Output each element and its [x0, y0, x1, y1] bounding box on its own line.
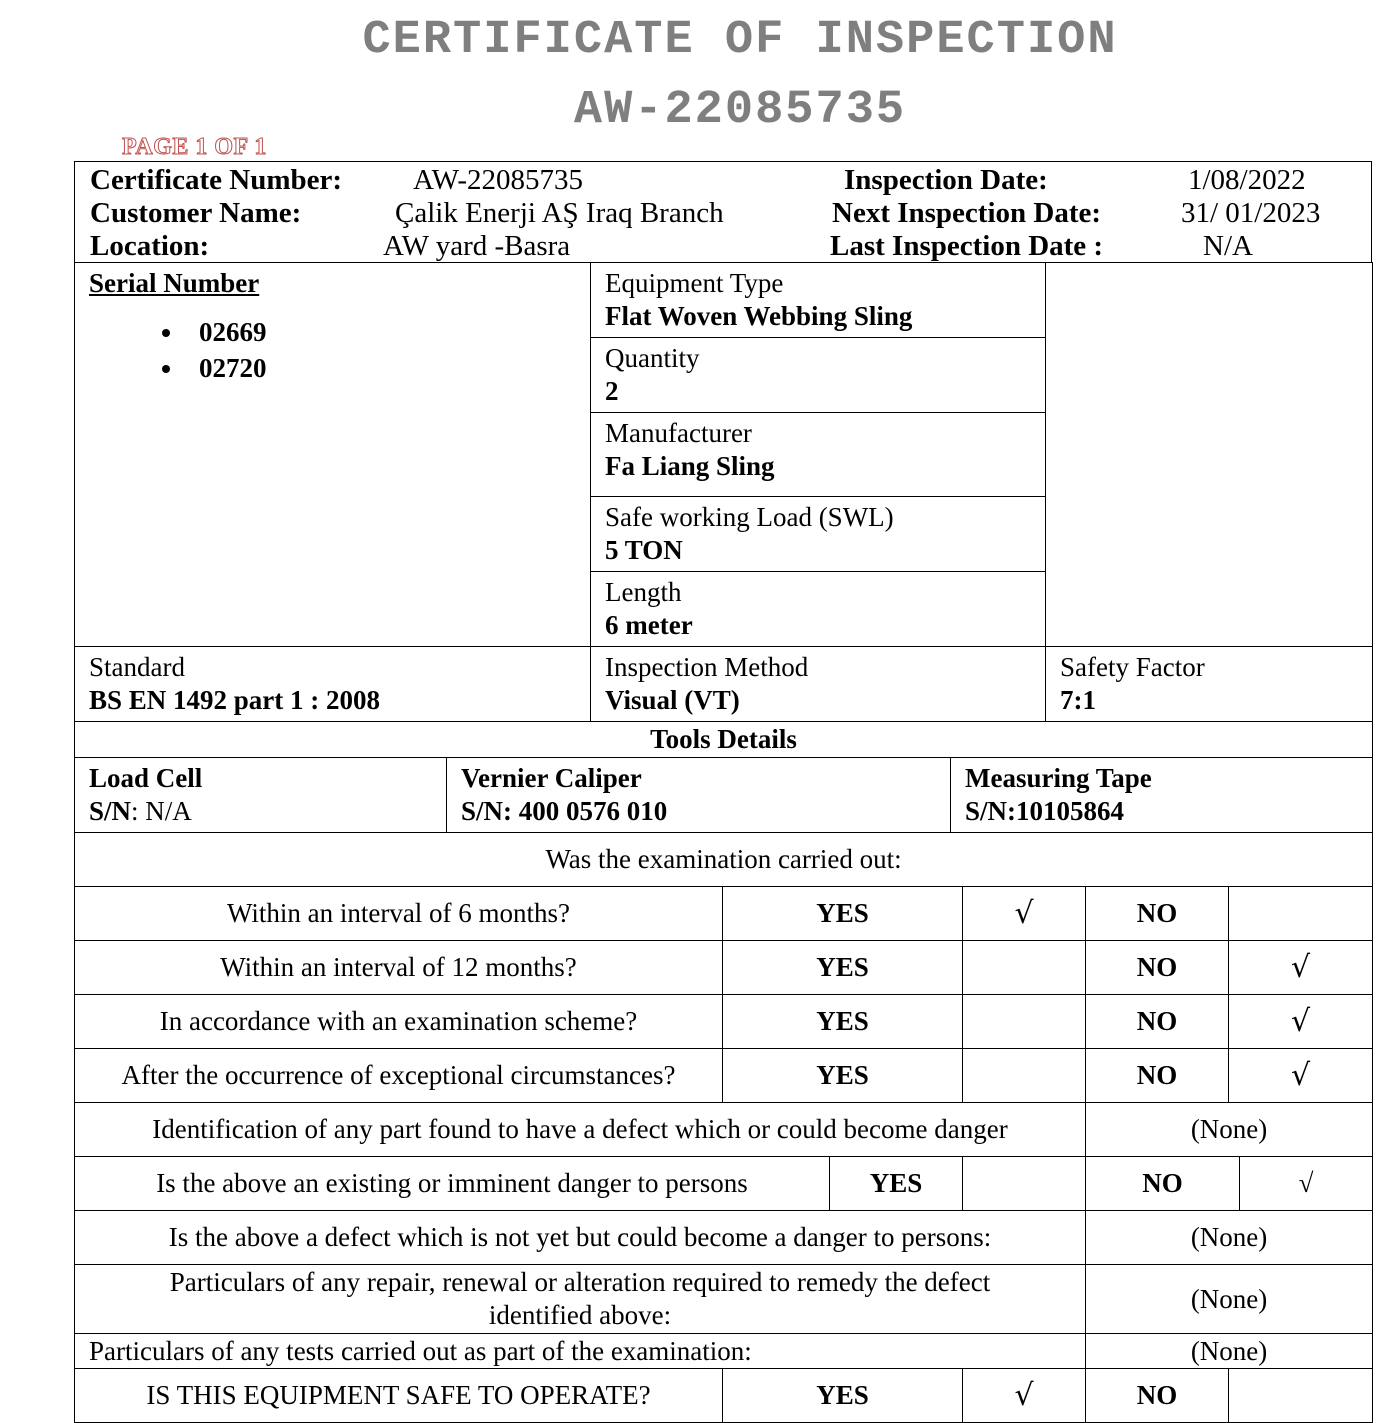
empty-answer-cell — [963, 1157, 1086, 1211]
equipment-table — [74, 262, 1373, 722]
no-label: NO — [1086, 1157, 1240, 1211]
certificate-title: CERTIFICATE OF INSPECTION — [0, 14, 1398, 67]
last-inspection-value: N/A — [1203, 230, 1253, 263]
customer-name-value: Çalik Enerji AŞ Iraq Branch — [395, 197, 724, 230]
blank-cell — [1046, 263, 1373, 647]
serial-number-heading: Serial Number — [89, 267, 576, 300]
swl-cell — [591, 497, 1046, 572]
location-value: AW yard -Basra — [383, 230, 570, 263]
empty-answer-cell — [1229, 1369, 1373, 1423]
no-label: NO — [1086, 941, 1229, 995]
length-cell — [591, 572, 1046, 647]
check-mark-icon: √ — [1229, 941, 1373, 995]
tools-details-heading: Tools Details — [75, 722, 1373, 757]
manufacturer-cell — [591, 413, 1046, 497]
empty-answer-cell — [963, 941, 1086, 995]
length-value: 6 meter — [605, 609, 1031, 642]
measuring-tape-cell — [951, 757, 1373, 832]
quantity-label: Quantity — [605, 342, 1031, 375]
no-label: NO — [1086, 1049, 1229, 1103]
certificate-number-value: AW-22085735 — [413, 164, 583, 197]
load-cell-label: Load Cell — [89, 762, 432, 795]
swl-value: 5 TON — [605, 534, 1031, 567]
inspection-date-label: Inspection Date: — [844, 164, 1048, 197]
inspection-method-label: Inspection Method — [605, 651, 1031, 684]
question-repair-particulars: Particulars of any repair, renewal or alteration required to remedy the defect identified above: — [75, 1265, 1086, 1334]
question-6-months: Within an interval of 6 months? — [75, 887, 723, 941]
serial-list — [89, 314, 576, 386]
measuring-tape-label: Measuring Tape — [965, 762, 1358, 795]
question-examination-scheme: In accordance with an examination scheme? — [75, 995, 723, 1049]
length-label: Length — [605, 576, 1031, 609]
examination-table — [74, 833, 1373, 1423]
next-inspection-value: 31/ 01/2023 — [1181, 197, 1320, 230]
manufacturer-value: Fa Liang Sling — [605, 450, 1031, 483]
vernier-caliper-cell — [447, 757, 951, 832]
standard-value: BS EN 1492 part 1 : 2008 — [89, 684, 576, 717]
yes-label: YES — [723, 1049, 963, 1103]
quantity-value: 2 — [605, 375, 1031, 408]
equipment-type-label: Equipment Type — [605, 267, 1031, 300]
swl-label: Safe working Load (SWL) — [605, 501, 1031, 534]
list-item: • 02669 — [185, 314, 576, 350]
answer-none: (None) — [1086, 1103, 1373, 1157]
measuring-tape-sn: S/N:10105864 — [965, 795, 1358, 828]
question-defect-identification: Identification of any part found to have a defect which or could become danger — [75, 1103, 1086, 1157]
standard-cell — [75, 647, 591, 722]
vernier-caliper-sn: S/N: 400 0576 010 — [461, 795, 936, 828]
yes-label: YES — [723, 941, 963, 995]
no-label: NO — [1086, 1369, 1229, 1423]
inspection-date-value: 1/08/2022 — [1188, 164, 1306, 197]
answer-none: (None) — [1086, 1211, 1373, 1265]
certificate-id-title: AW-22085735 — [0, 84, 1398, 137]
check-mark-icon: √ — [963, 887, 1086, 941]
question-exceptional-circumstances: After the occurrence of exceptional circumstances? — [75, 1049, 723, 1103]
yes-label: YES — [723, 995, 963, 1049]
inspection-method-value: Visual (VT) — [605, 684, 1031, 717]
load-cell-sn-value: : N/A — [131, 796, 192, 826]
check-mark-icon: √ — [1240, 1157, 1373, 1211]
check-mark-icon: √ — [963, 1369, 1086, 1423]
safety-factor-value: 7:1 — [1060, 684, 1358, 717]
examination-heading: Was the examination carried out: — [75, 833, 1373, 887]
location-label: Location: — [90, 230, 209, 263]
customer-name-label: Customer Name: — [90, 197, 301, 230]
empty-answer-cell — [963, 995, 1086, 1049]
next-inspection-label: Next Inspection Date: — [832, 197, 1101, 230]
question-future-danger: Is the above a defect which is not yet but could become a danger to persons: — [75, 1211, 1086, 1265]
no-label: NO — [1086, 995, 1229, 1049]
answer-none: (None) — [1086, 1265, 1373, 1334]
equipment-type-value: Flat Woven Webbing Sling — [605, 300, 1031, 333]
page-indicator: PAGE 1 OF 1 — [122, 134, 267, 161]
standard-label: Standard — [89, 651, 576, 684]
question-safe-to-operate: IS THIS EQUIPMENT SAFE TO OPERATE? — [75, 1369, 723, 1423]
load-cell-sn-label: S/N — [89, 796, 131, 826]
load-cell-cell — [75, 757, 447, 832]
certificate-sheet — [74, 161, 1372, 1423]
serial-number-cell — [75, 263, 591, 647]
inspection-method-cell — [591, 647, 1046, 722]
safety-factor-cell — [1046, 647, 1373, 722]
empty-answer-cell — [963, 1049, 1086, 1103]
answer-none: (None) — [1086, 1334, 1373, 1369]
info-block — [74, 161, 1372, 262]
check-mark-icon: √ — [1229, 1049, 1373, 1103]
no-label: NO — [1086, 887, 1229, 941]
certificate-number-label: Certificate Number: — [90, 164, 342, 197]
last-inspection-label: Last Inspection Date : — [830, 230, 1103, 263]
empty-answer-cell — [1229, 887, 1373, 941]
question-tests-particulars: Particulars of any tests carried out as part of the examination: — [75, 1334, 1086, 1369]
question-12-months: Within an interval of 12 months? — [75, 941, 723, 995]
manufacturer-label: Manufacturer — [605, 417, 1031, 450]
tools-table — [74, 722, 1373, 833]
quantity-cell — [591, 338, 1046, 413]
vernier-caliper-label: Vernier Caliper — [461, 762, 936, 795]
question-imminent-danger: Is the above an existing or imminent danger to persons — [75, 1157, 830, 1211]
equipment-type-cell — [591, 263, 1046, 338]
list-item: • 02720 — [185, 350, 576, 386]
yes-label: YES — [723, 887, 963, 941]
check-mark-icon: √ — [1229, 995, 1373, 1049]
safety-factor-label: Safety Factor — [1060, 651, 1358, 684]
yes-label: YES — [830, 1157, 963, 1211]
yes-label: YES — [723, 1369, 963, 1423]
